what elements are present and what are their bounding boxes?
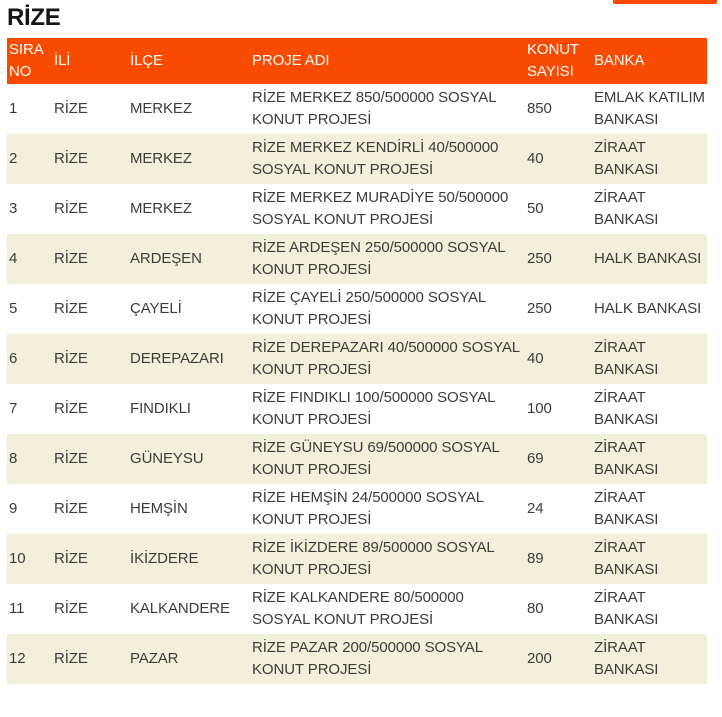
cell-konut-sayisi: 40: [527, 350, 544, 367]
table-row: [7, 134, 707, 184]
cell-sira-no: 6: [9, 350, 18, 367]
cell-ilce: ARDEŞEN: [130, 250, 202, 267]
col-header-sira-no: SIRA NO: [7, 38, 52, 84]
table-row: [7, 484, 707, 534]
cell-ili: RİZE: [54, 200, 88, 217]
page-title: RİZE: [7, 4, 61, 31]
cell-proje-adi: RİZE MERKEZ MURADİYE 50/500000 SOSYAL KONUT PROJESİ: [252, 189, 509, 228]
cell-ili: RİZE: [54, 500, 88, 517]
cell-banka: EMLAK KATILIM BANKASI: [594, 89, 705, 128]
cell-ili: RİZE: [54, 400, 88, 417]
cell-sira-no: 5: [9, 300, 18, 317]
cell-ili: RİZE: [54, 350, 88, 367]
cell-proje-adi: RİZE ÇAYELİ 250/500000 SOSYAL KONUT PROJESİ: [252, 289, 486, 328]
cell-banka: ZİRAAT BANKASI: [594, 339, 659, 378]
cell-sira-no: 1: [9, 100, 18, 117]
cell-ilce: MERKEZ: [130, 100, 192, 117]
cell-proje-adi: RİZE DEREPAZARI 40/500000 SOSYAL KONUT PROJESİ: [252, 339, 520, 378]
cell-konut-sayisi: 850: [527, 100, 552, 117]
cell-konut-sayisi: 50: [527, 200, 544, 217]
cell-banka: ZİRAAT BANKASI: [594, 139, 659, 178]
cell-ili: RİZE: [54, 650, 88, 667]
cell-banka: ZİRAAT BANKASI: [594, 589, 659, 628]
cell-banka: ZİRAAT BANKASI: [594, 539, 659, 578]
cell-ili: RİZE: [54, 550, 88, 567]
table-row: [7, 84, 707, 134]
cell-sira-no: 2: [9, 150, 18, 167]
cell-banka: ZİRAAT BANKASI: [594, 439, 659, 478]
table-row: [7, 634, 707, 684]
housing-projects-table: [7, 38, 707, 684]
table-row: [7, 184, 707, 234]
cell-konut-sayisi: 100: [527, 400, 552, 417]
cell-konut-sayisi: 40: [527, 150, 544, 167]
cell-proje-adi: RİZE KALKANDERE 80/500000 SOSYAL KONUT PROJESİ: [252, 589, 464, 628]
cell-konut-sayisi: 24: [527, 500, 544, 517]
cell-ili: RİZE: [54, 450, 88, 467]
cell-banka: HALK BANKASI: [594, 250, 702, 267]
col-header-banka: BANKA: [592, 38, 707, 84]
cell-proje-adi: RİZE MERKEZ 850/500000 SOSYAL KONUT PROJESİ: [252, 89, 496, 128]
cell-konut-sayisi: 69: [527, 450, 544, 467]
cell-proje-adi: RİZE MERKEZ KENDİRLİ 40/500000 SOSYAL KONUT PROJESİ: [252, 139, 499, 178]
cell-ilce: ÇAYELİ: [130, 300, 182, 317]
cell-proje-adi: RİZE ARDEŞEN 250/500000 SOSYAL KONUT PROJESİ: [252, 239, 505, 278]
cell-banka: ZİRAAT BANKASI: [594, 489, 659, 528]
cell-proje-adi: RİZE İKİZDERE 89/500000 SOSYAL KONUT PROJESİ: [252, 539, 495, 578]
cell-proje-adi: RİZE GÜNEYSU 69/500000 SOSYAL KONUT PROJESİ: [252, 439, 500, 478]
cell-proje-adi: RİZE FINDIKLI 100/500000 SOSYAL KONUT PROJESİ: [252, 389, 495, 428]
cell-ilce: İKİZDERE: [130, 550, 199, 567]
cell-konut-sayisi: 200: [527, 650, 552, 667]
table-row: [7, 434, 707, 484]
col-header-proje-adi: PROJE ADI: [250, 38, 525, 84]
cell-ilce: GÜNEYSU: [130, 450, 204, 467]
cell-sira-no: 10: [9, 550, 26, 567]
table-row: [7, 284, 707, 334]
col-header-konut-sayisi: KONUT SAYISI: [525, 38, 592, 84]
top-edge-accent-bar: [613, 0, 717, 4]
cell-banka: ZİRAAT BANKASI: [594, 389, 659, 428]
cell-ilce: KALKANDERE: [130, 600, 230, 617]
cell-ilce: MERKEZ: [130, 200, 192, 217]
cell-konut-sayisi: 80: [527, 600, 544, 617]
cell-konut-sayisi: 250: [527, 300, 552, 317]
table-row: [7, 534, 707, 584]
cell-ilce: MERKEZ: [130, 150, 192, 167]
cell-sira-no: 11: [9, 600, 25, 617]
cell-ili: RİZE: [54, 250, 88, 267]
cell-sira-no: 12: [9, 650, 26, 667]
cell-sira-no: 3: [9, 200, 18, 217]
cell-banka: ZİRAAT BANKASI: [594, 189, 659, 228]
cell-ilce: DEREPAZARI: [130, 350, 224, 367]
table-header-row: [7, 38, 707, 84]
table-row: [7, 584, 707, 634]
cell-ili: RİZE: [54, 100, 88, 117]
cell-konut-sayisi: 250: [527, 250, 552, 267]
cell-sira-no: 8: [9, 450, 18, 467]
table-body: [7, 84, 707, 684]
cell-sira-no: 7: [9, 400, 18, 417]
cell-ilce: HEMŞİN: [130, 500, 188, 517]
table-row: [7, 334, 707, 384]
col-header-ilce: İLÇE: [128, 38, 250, 84]
cell-ili: RİZE: [54, 600, 88, 617]
col-header-ili: İLİ: [52, 38, 128, 84]
cell-sira-no: 9: [9, 500, 18, 517]
table-row: [7, 384, 707, 434]
cell-proje-adi: RİZE HEMŞİN 24/500000 SOSYAL KONUT PROJESİ: [252, 489, 484, 528]
cell-banka: HALK BANKASI: [594, 300, 702, 317]
cell-proje-adi: RİZE PAZAR 200/500000 SOSYAL KONUT PROJESİ: [252, 639, 483, 678]
cell-sira-no: 4: [9, 250, 18, 267]
cell-ili: RİZE: [54, 300, 88, 317]
cell-ili: RİZE: [54, 150, 88, 167]
cell-konut-sayisi: 89: [527, 550, 544, 567]
cell-banka: ZİRAAT BANKASI: [594, 639, 659, 678]
table-row: [7, 234, 707, 284]
cell-ilce: PAZAR: [130, 650, 179, 667]
cell-ilce: FINDIKLI: [130, 400, 191, 417]
